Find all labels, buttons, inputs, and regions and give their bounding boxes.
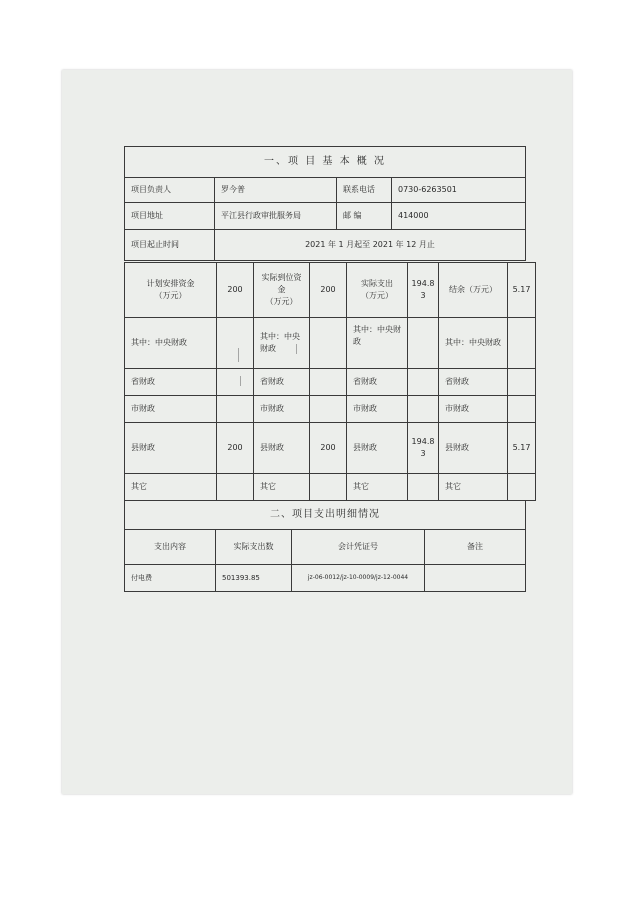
actual-in-label [253,262,310,318]
other-cell-in [309,473,347,501]
other-label-d: 其它 [438,473,508,501]
balance-label: 结余（万元） [438,262,508,318]
county-out-value-line1: 194.8 [411,437,435,446]
phone-value: 0730-6263501 [391,177,526,203]
central-cell-balance [507,317,536,369]
city-cell-in [309,395,347,423]
central-label-b [253,317,310,369]
county-balance-value: 5.17 [507,422,536,474]
actual-out-label-line2: （万元） [361,291,393,300]
planned-funds-label-line2: （万元） [154,291,187,300]
province-cell-out [407,368,439,396]
county-label-a: 县财政 [124,422,217,474]
other-cell-out [407,473,439,501]
central-cell-out [407,317,439,369]
city-cell-balance [507,395,536,423]
header-voucher-number: 会计凭证号 [291,529,425,565]
postcode-value: 414000 [391,202,526,230]
actual-out-label-line1: 实际支出 [361,279,393,288]
planned-funds-label [124,262,217,318]
county-actual-in-value: 200 [309,422,347,474]
province-label-c: 省财政 [346,368,408,396]
county-label-c: 县财政 [346,422,408,474]
central-label-b-line2: 财政 [260,344,276,353]
header-expense-content: 支出内容 [124,529,216,565]
province-cell-in [309,368,347,396]
actual-out-value-line2: 3 [420,291,426,300]
central-cell-in [309,317,347,369]
row-voucher-number: jz-06-0012/jz-10-0009/jz-12-0044 [291,564,425,592]
city-cell-out [407,395,439,423]
other-label-c: 其它 [346,473,408,501]
city-label-c: 市财政 [346,395,408,423]
city-cell-planned [216,395,254,423]
actual-in-label-line2: 金 [277,285,286,294]
city-label-b: 市财政 [253,395,310,423]
actual-in-label-line1: 实际到位资 [261,273,302,282]
actual-in-label-line3: （万元） [265,297,298,306]
planned-funds-label-line1: 计划安排资金 [146,279,195,288]
province-label-d: 省财政 [438,368,508,396]
scan-mark [238,348,239,362]
county-label-d: 县财政 [438,422,508,474]
other-label-b: 其它 [253,473,310,501]
leader-value: 罗今普 [214,177,337,203]
other-cell-planned [216,473,254,501]
planned-funds-value: 200 [216,262,254,318]
address-value: 平江县行政审批服务局 [214,202,337,230]
province-cell-balance [507,368,536,396]
header-actual-amount: 实际支出数 [215,529,292,565]
balance-value: 5.17 [507,262,536,318]
section2-title: 二、项目支出明细情况 [124,500,526,530]
province-cell-planned [216,368,254,396]
central-cell-planned [216,317,254,369]
county-label-b: 县财政 [253,422,310,474]
city-label-a: 市财政 [124,395,217,423]
central-label-d: 其中：中央财政 [438,317,508,369]
scan-mark [240,376,241,386]
scan-mark [296,344,297,354]
period-label: 项目起止时间 [124,229,215,261]
actual-out-label [346,262,408,318]
header-remarks: 备注 [424,529,526,565]
other-label-a: 其它 [124,473,217,501]
period-value: 2021 年 1 月起至 2021 年 12 月止 [214,229,526,261]
address-label: 项目地址 [124,202,215,230]
central-label-c: 其中：中央财政 [346,317,408,369]
row-actual-amount: 501393.85 [215,564,292,592]
row-remarks [424,564,526,592]
central-label-b-line1: 其中：中央 [260,332,300,341]
province-label-b: 省财政 [253,368,310,396]
postcode-label: 邮 编 [336,202,392,230]
city-label-d: 市财政 [438,395,508,423]
actual-in-value: 200 [309,262,347,318]
actual-out-value-line1: 194.8 [411,279,435,288]
section1-title: 一、项 目 基 本 概 况 [124,146,526,178]
county-planned-value: 200 [216,422,254,474]
county-out-value-line2: 3 [420,449,426,458]
province-label-a: 省财政 [124,368,217,396]
other-cell-balance [507,473,536,501]
central-label-a: 其中：中央财政 [124,317,217,369]
row-expense-content: 付电费 [124,564,216,592]
leader-label: 项目负责人 [124,177,215,203]
phone-label: 联系电话 [336,177,392,203]
actual-out-value [407,262,439,318]
county-out-value [407,422,439,474]
